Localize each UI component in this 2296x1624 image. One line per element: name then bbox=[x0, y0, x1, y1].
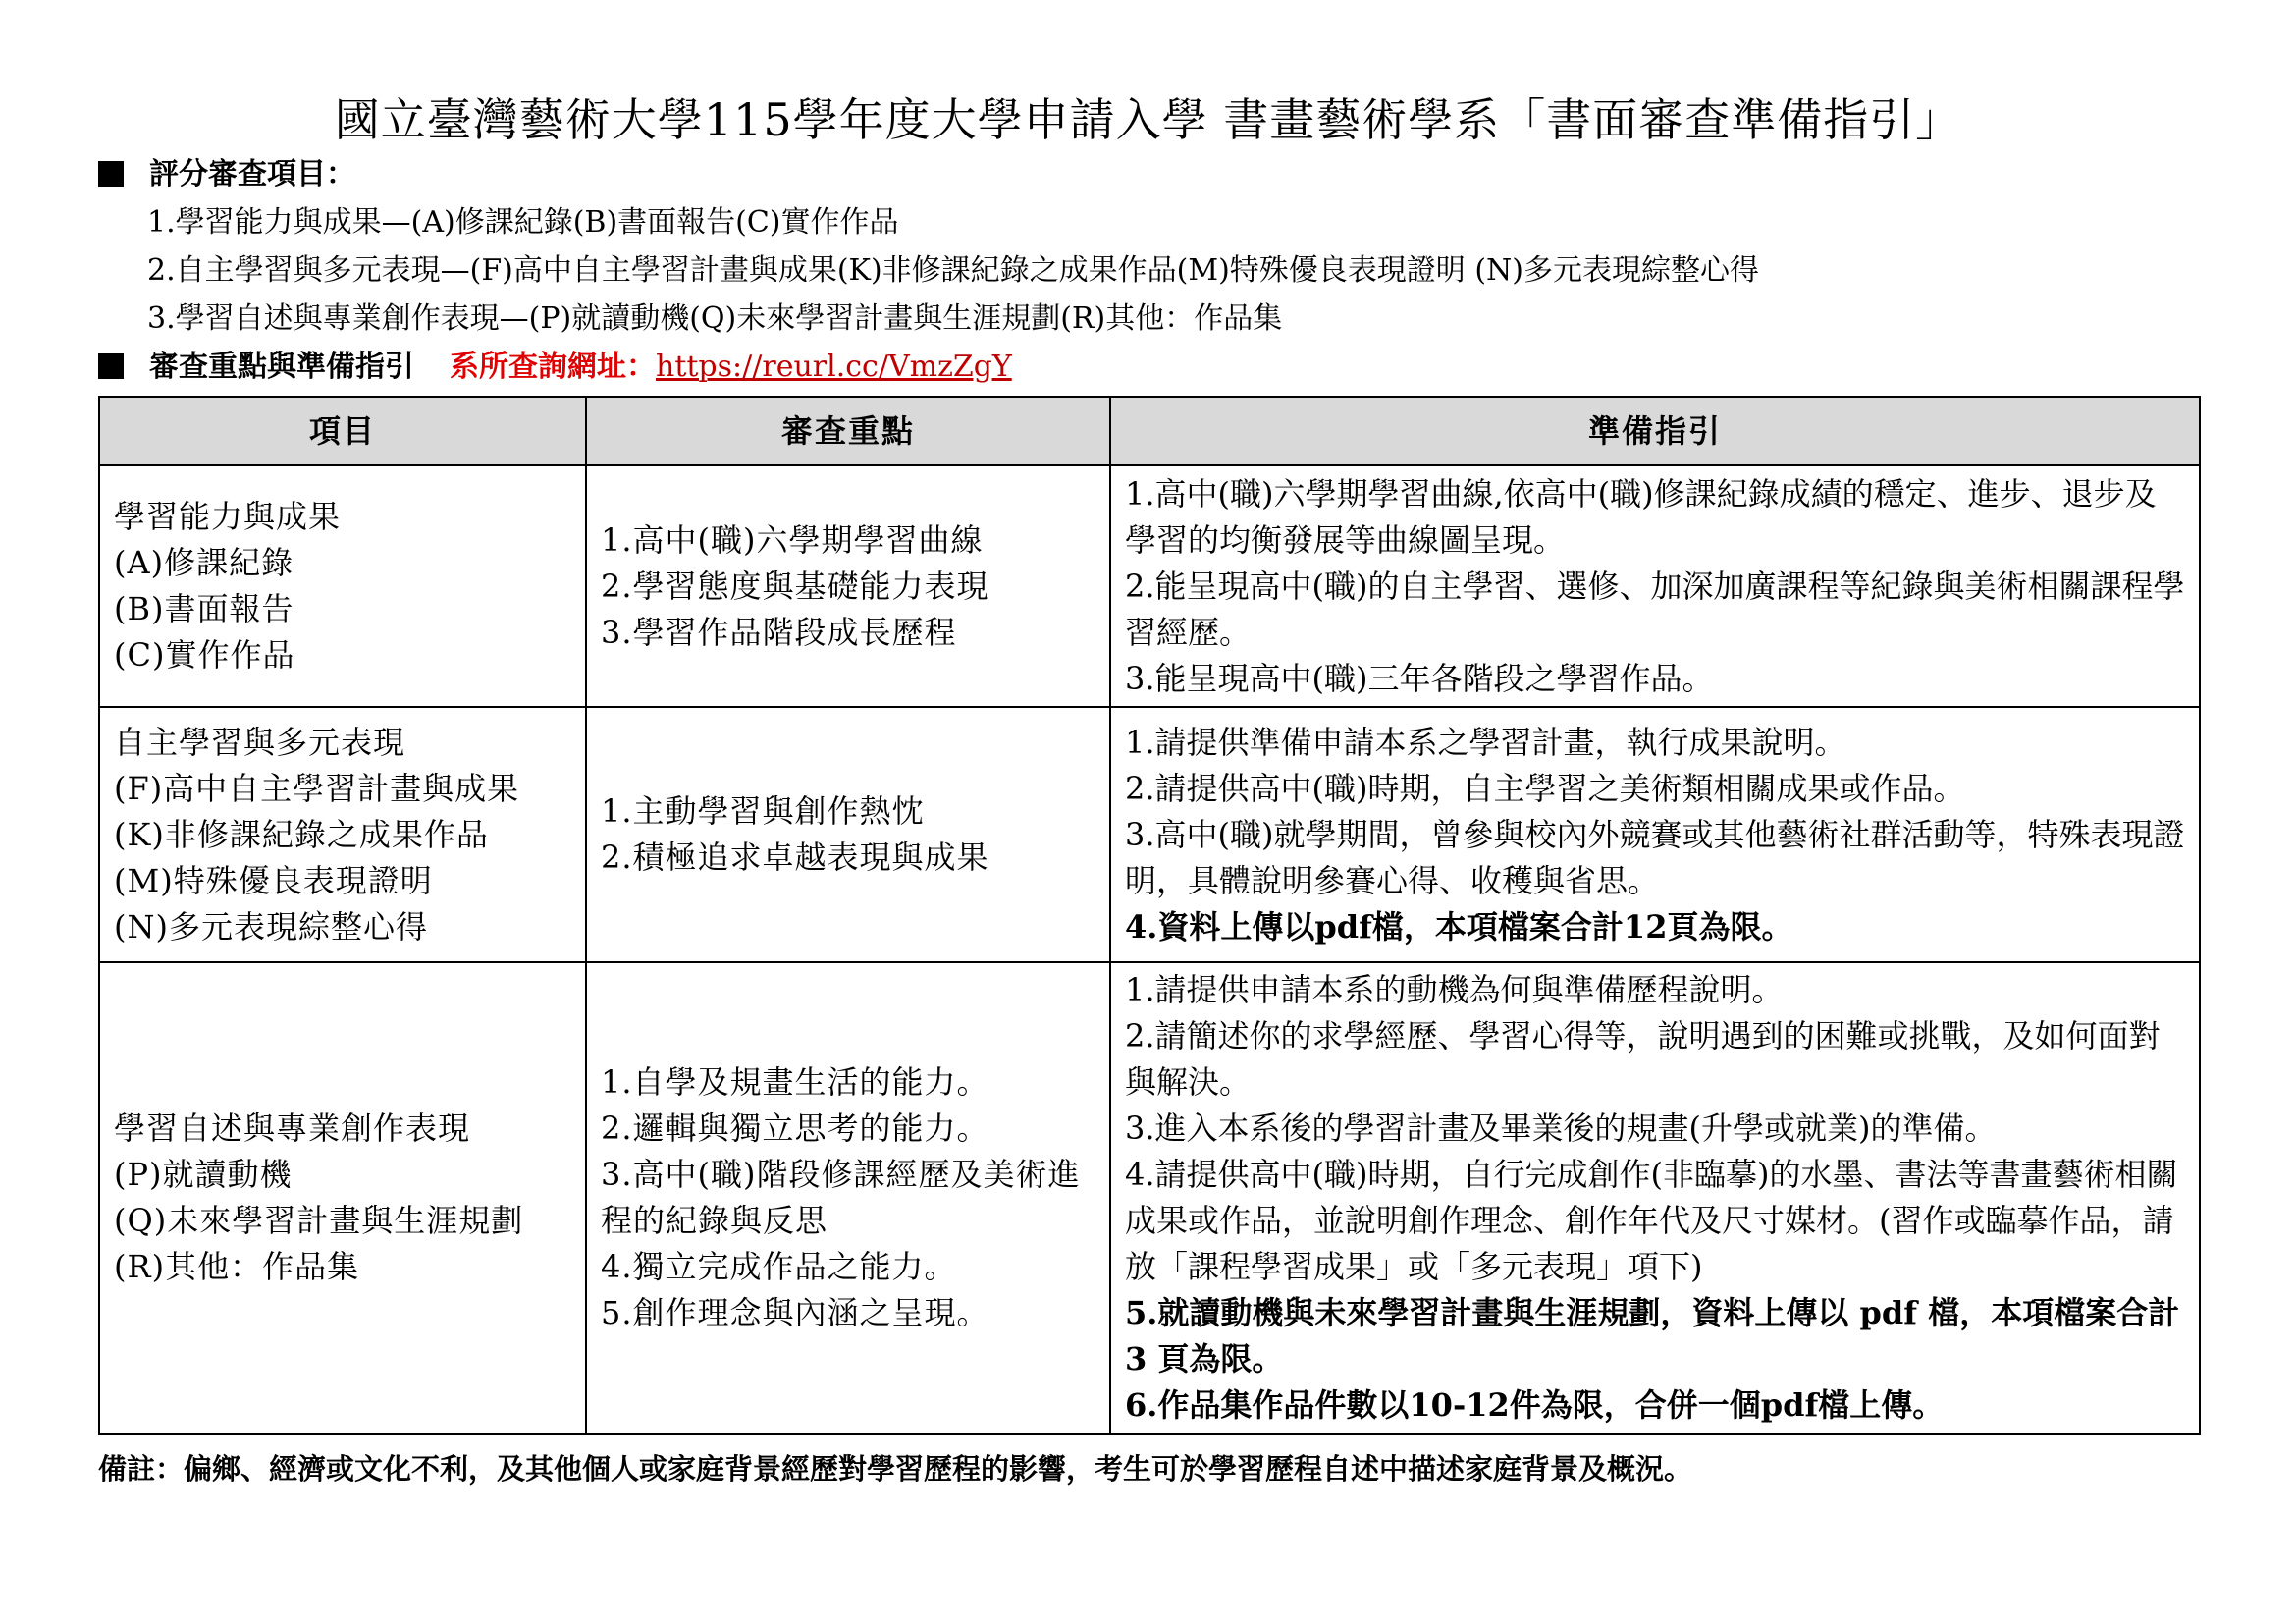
table-row bbox=[99, 465, 2200, 707]
row3-focus-line: 4.獨立完成作品之能力。 bbox=[601, 1248, 957, 1285]
row1-focus-line: 1.高中(職)六學期學習曲線 bbox=[601, 520, 984, 559]
row3-focus-cell bbox=[586, 962, 1110, 1434]
row3-item-line: (R)其他：作品集 bbox=[114, 1248, 360, 1285]
scoring-item-2: 2.自主學習與多元表現—(F)高中自主學習計畫與成果(K)非修課紀錄之成果作品(M)特殊優良表現證明 (N)多元表現綜整心得 bbox=[147, 253, 1759, 288]
row1-focus-line: 3.學習作品階段成長歷程 bbox=[601, 613, 957, 651]
scoring-item-3: 3.學習自述與專業創作表現—(P)就讀動機(Q)未來學習計畫與生涯規劃(R)其他：作品集 bbox=[147, 301, 1283, 336]
row1-guide-line: 3.能呈現高中(職)三年各階段之學習作品。 bbox=[1125, 659, 1714, 697]
row3-item-line: (Q)未來學習計畫與生涯規劃 bbox=[114, 1202, 524, 1239]
square-bullet-icon bbox=[98, 353, 124, 379]
row1-item-line: (C)實作作品 bbox=[114, 636, 295, 674]
row2-item-cell bbox=[99, 707, 586, 962]
row1-focus-line: 2.學習態度與基礎能力表現 bbox=[601, 567, 989, 605]
row1-guide-line: 2.能呈現高中(職)的自主學習、選修、加深加廣課程等紀錄與美術相關課程學習經歷。 bbox=[1125, 567, 2185, 651]
row3-guide-line: 3.進入本系後的學習計畫及畢業後的規畫(升學或就業)的準備。 bbox=[1125, 1110, 1997, 1147]
row3-guide-line: 1.請提供申請本系的動機為何與準備歷程說明。 bbox=[1125, 971, 1784, 1008]
table-header-row bbox=[99, 397, 2200, 465]
guide-heading-text: 審查重點與準備指引 bbox=[149, 350, 414, 384]
square-bullet-icon bbox=[98, 161, 124, 187]
review-guide-table bbox=[98, 396, 2201, 1435]
header-guide: 準備指引 bbox=[1110, 397, 2200, 465]
row3-focus-line: 2.邏輯與獨立思考的能力。 bbox=[601, 1110, 989, 1147]
row2-item-line: (M)特殊優良表現證明 bbox=[114, 861, 433, 899]
row2-guide-line: 3.高中(職)就學期間，曾參與校內外競賽或其他藝術社群活動等，特殊表現證明，具體說明參賽心得、收穫與省思。 bbox=[1125, 815, 2185, 899]
row2-item-line: 自主學習與多元表現 bbox=[114, 723, 406, 761]
scoring-item-1: 1.學習能力與成果—(A)修課紀錄(B)書面報告(C)實作作品 bbox=[147, 205, 899, 240]
row2-guide-cell bbox=[1110, 707, 2200, 962]
row1-item-line: 學習能力與成果 bbox=[114, 498, 342, 535]
row3-guide-bold-line: 5.就讀動機與未來學習計畫與生涯規劃，資料上傳以 pdf 檔，本項檔案合計 3 頁為限。 bbox=[1125, 1294, 2180, 1378]
row1-item-line: (B)書面報告 bbox=[114, 590, 294, 627]
row3-guide-cell bbox=[1110, 962, 2200, 1434]
row2-guide-bold-line: 4.資料上傳以pdf檔，本項檔案合計12頁為限。 bbox=[1125, 907, 1793, 946]
page-title: 國立臺灣藝術大學115學年度大學申請入學 書畫藝術學系「書面審查準備指引」 bbox=[334, 93, 1962, 146]
table-row bbox=[99, 962, 2200, 1434]
row1-focus-cell bbox=[586, 465, 1110, 707]
row1-item-cell bbox=[99, 465, 586, 707]
row1-item-line: (A)修課紀錄 bbox=[114, 544, 294, 581]
section-heading-guide bbox=[98, 346, 1012, 389]
section-heading-scoring bbox=[98, 153, 355, 196]
row3-item-cell bbox=[99, 962, 586, 1434]
row2-guide-line: 1.請提供準備申請本系之學習計畫，執行成果說明。 bbox=[1125, 723, 1846, 761]
query-url-link[interactable]: https://reurl.cc/VmzZgY bbox=[656, 350, 1012, 384]
row2-focus-line: 1.主動學習與創作熱忱 bbox=[601, 792, 925, 830]
row2-focus-cell bbox=[586, 707, 1110, 962]
footnote: 備註：偏鄉、經濟或文化不利，及其他個人或家庭背景經歷對學習歷程的影響，考生可於學習歷程自述中描述家庭背景及概況。 bbox=[98, 1452, 1693, 1486]
row2-item-line: (F)高中自主學習計畫與成果 bbox=[114, 769, 520, 807]
row3-focus-line: 1.自學及規畫生活的能力。 bbox=[601, 1063, 989, 1101]
row3-guide-line: 2.請簡述你的求學經歷、學習心得等，說明遇到的困難或挑戰，及如何面對與解決。 bbox=[1125, 1017, 2161, 1101]
row2-guide-line: 2.請提供高中(職)時期，自主學習之美術類相關成果或作品。 bbox=[1125, 769, 1965, 807]
row2-focus-line: 2.積極追求卓越表現與成果 bbox=[601, 839, 989, 876]
row1-guide-line: 1.高中(職)六學期學習曲線,依高中(職)修課紀錄成績的穩定、進步、退步及學習的均衡發展等曲線圖呈現。 bbox=[1125, 474, 2157, 559]
row3-guide-line: 4.請提供高中(職)時期，自行完成創作(非臨摹)的水墨、書法等書畫藝術相關成果或作品，並說明創作理念、創作年代及尺寸媒材。(習作或臨摹作品，請放「課程學習成果」或「多元表現」項下) bbox=[1125, 1156, 2178, 1285]
row2-item-line: (N)多元表現綜整心得 bbox=[114, 907, 428, 946]
row3-focus-line: 5.創作理念與內涵之呈現。 bbox=[601, 1294, 989, 1331]
row1-guide-cell bbox=[1110, 465, 2200, 707]
header-focus: 審查重點 bbox=[586, 397, 1110, 465]
row3-item-line: (P)就讀動機 bbox=[114, 1156, 293, 1193]
row3-guide-bold-line: 6.作品集作品件數以10-12件為限，合併一個pdf檔上傳。 bbox=[1125, 1386, 1945, 1424]
query-url-label: 系所查詢網址： bbox=[450, 350, 656, 384]
row3-focus-line: 3.高中(職)階段修課經歷及美術進程的紀錄與反思 bbox=[601, 1156, 1081, 1239]
header-item: 項目 bbox=[99, 397, 586, 465]
table-row bbox=[99, 707, 2200, 962]
row2-item-line: (K)非修課紀錄之成果作品 bbox=[114, 815, 489, 853]
row3-item-line: 學習自述與專業創作表現 bbox=[114, 1110, 471, 1147]
scoring-heading-text: 評分審查項目： bbox=[149, 157, 355, 191]
